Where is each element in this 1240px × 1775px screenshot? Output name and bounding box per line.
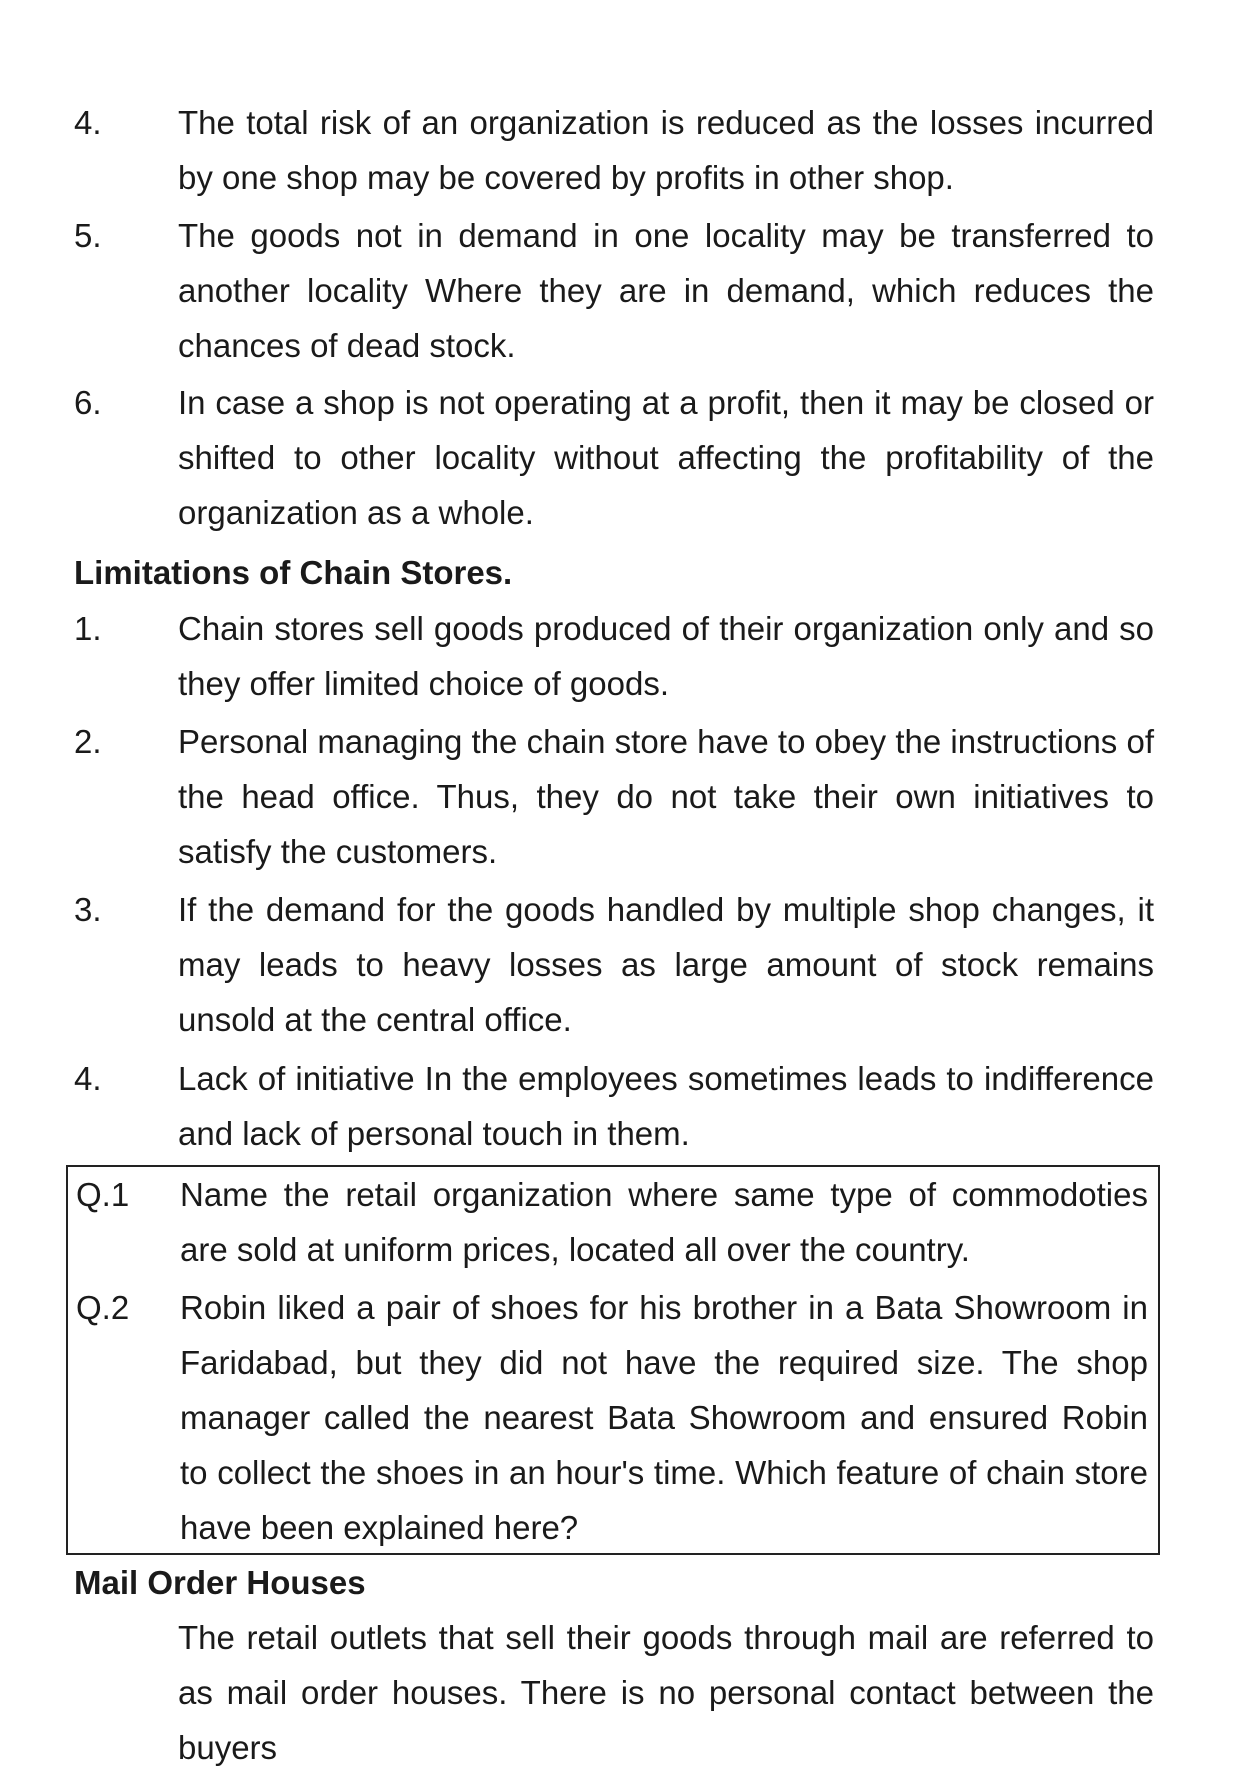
section-heading-limitations: Limitations of Chain Stores. xyxy=(74,554,513,591)
item-text: Lack of initiative In the employees sometimes leads to indifference and lack of personal touch in them. xyxy=(178,1060,1154,1152)
section-heading-mail-order: Mail Order Houses xyxy=(74,1564,366,1601)
limitation-item-1 xyxy=(74,601,1154,711)
question-number: Q.1 xyxy=(76,1176,130,1213)
limitation-item-2 xyxy=(74,714,1154,879)
mail-order-paragraph xyxy=(74,1610,1154,1775)
item-number: 6. xyxy=(74,384,102,421)
item-text: Personal managing the chain store have to obey the instructions of the head office. Thus, they do not take their own initiatives to satisfy the customers. xyxy=(178,723,1154,870)
item-text: If the demand for the goods handled by multiple shop changes, it may leads to heavy losses as large amount of stock remains unsold at the central office. xyxy=(178,891,1154,1038)
item-number: 5. xyxy=(74,217,102,254)
item-text: In case a shop is not operating at a profit, then it may be closed or shifted to other locality without affecting the profitability of the organization as a whole. xyxy=(178,384,1154,531)
item-text: The total risk of an organization is reduced as the losses incurred by one shop may be covered by profits in other shop. xyxy=(178,104,1154,196)
question-2 xyxy=(76,1280,1148,1555)
item-number: 3. xyxy=(74,891,102,928)
question-box xyxy=(66,1165,1160,1555)
advantage-item-6 xyxy=(74,375,1154,540)
limitation-item-3 xyxy=(74,882,1154,1047)
item-number: 1. xyxy=(74,610,102,647)
item-text: The goods not in demand in one locality may be transferred to another locality Where they are in demand, which reduces the chances of dead stock. xyxy=(178,217,1154,364)
question-text: Robin liked a pair of shoes for his brother in a Bata Showroom in Faridabad, but they did not have the required size. The shop manager called the nearest Bata Showroom and ensured Robin to collect the shoes in an hour's time. Which feature of chain store have been explained here? xyxy=(180,1289,1148,1546)
item-text: Chain stores sell goods produced of their organization only and so they offer limited choice of goods. xyxy=(178,610,1154,702)
item-number: 2. xyxy=(74,723,102,760)
question-text: Name the retail organization where same type of commodoties are sold at uniform prices, located all over the country. xyxy=(180,1176,1148,1268)
item-number: 4. xyxy=(74,104,102,141)
paragraph-text: The retail outlets that sell their goods through mail are referred to as mail order houses. There is no personal contact between the buyers xyxy=(178,1619,1154,1766)
item-number: 4. xyxy=(74,1060,102,1097)
question-1 xyxy=(76,1167,1148,1277)
advantage-item-5 xyxy=(74,208,1154,373)
question-number: Q.2 xyxy=(76,1289,130,1326)
advantage-item-4 xyxy=(74,95,1154,205)
limitation-item-4 xyxy=(74,1051,1154,1161)
